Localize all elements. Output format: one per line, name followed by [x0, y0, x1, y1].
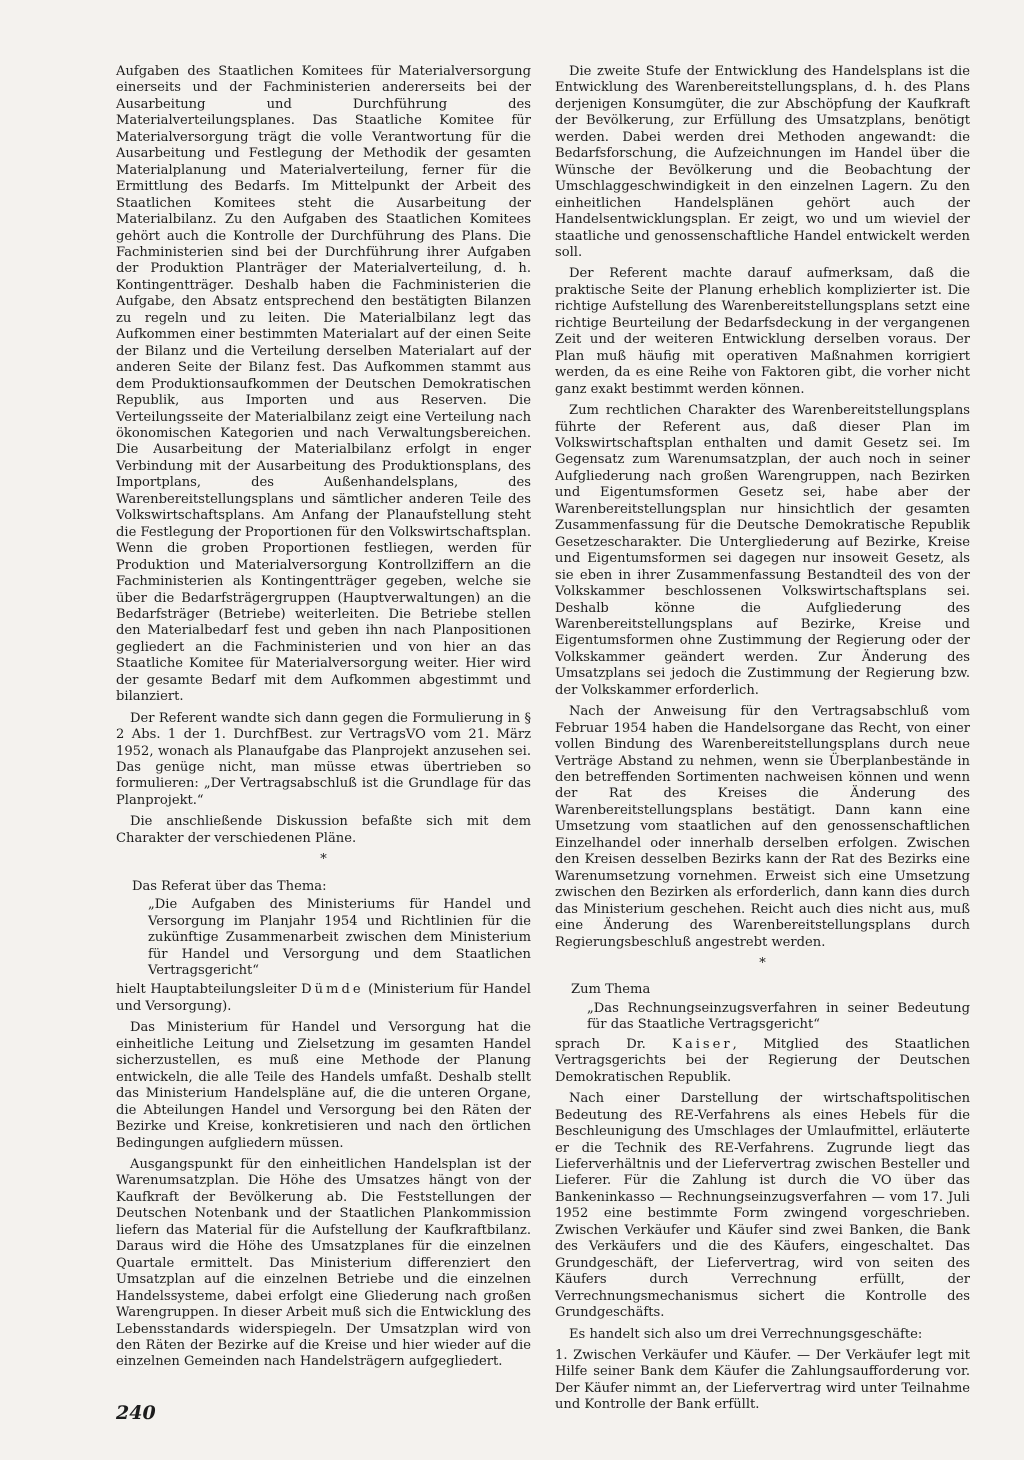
- text-span: , Mitglied des Staatlichen Vertragsgerichts bei der Regierung der Deutschen Demokratischen Republik.: [555, 1036, 970, 1085]
- text-span: (Ministerium für Handel und Versorgung).: [116, 982, 531, 1014]
- left-column: [116, 64, 531, 1376]
- paragraph: Zum Thema: [571, 982, 651, 998]
- text-span: hielt Hauptabteilungsleiter: [116, 982, 302, 998]
- paragraph: Das Referat über das Thema:: [132, 878, 327, 894]
- paragraph: Nach der Anweisung für den Vertragsabschluß vom Februar 1954 haben die Handelsorgane das Recht, von einer vollen Bindung des Warenbereitstellungsplans durch neue Verträge Abstand zu nehmen, wenn sie Überplanbestände in den betreffenden Sortimenten nachweisen können und wenn der Rat des Kreises die Änderung des Warenbereitstellungsplans bestätigt. Dann kann eine Umsetzung vom staatlichen auf den genossenschaftlichen Einzelhandel oder innerhalb derselben erfolgen. Zwischen den Kreisen desselben Bezirks kann der Rat des Bezirks eine Warenumsetzung vornehmen. Erweist sich eine Umsetzung zwischen den Bezirken als erforderlich, dann kann dies durch das Ministerium geschehen. Reicht auch dies nicht aus, muß eine Änderung des Warenbereitstellungsplans durch Regierungsbeschluß angestrebt werden.: [555, 704, 970, 950]
- speaker-name: Dümde: [301, 982, 364, 998]
- paragraph: Die anschließende Diskussion befaßte sich mit dem Charakter der verschiedenen Pläne.: [116, 814, 531, 846]
- speaker-name: Kaiser: [672, 1036, 733, 1052]
- quoted-title: „Das Rechnungseinzugsverfahren in seiner Bedeutung für das Staatliche Vertragsgericht“: [587, 1000, 970, 1033]
- right-column: [555, 64, 970, 1419]
- page-number: 240: [116, 1402, 156, 1424]
- paragraph: Die zweite Stufe der Entwicklung des Handelsplans ist die Entwicklung des Warenbereitstellungsplans, d. h. des Plans derjenigen Konsumgüter, die zur Abschöpfung der Kaufkraft der Bevölkerung, zur Erfüllung des Umsatzplans, benötigt werden. Dabei werden drei Methoden angewandt: die Bedarfsforschung, die Aufzeichnungen im Handel über die Wünsche der Bevölkerung und die Beobachtung der Umschlaggeschwindigkeit in den einzelnen Lagern. Zu den einheitlichen Handelsplänen gehört auch der Handelsentwicklungsplan. Er zeigt, wo und um wieviel der staatliche und genossenschaftliche Handel entwickelt werden soll.: [555, 64, 970, 260]
- paragraph: Zum rechtlichen Charakter des Warenbereitstellungsplans führte der Referent aus, daß dieser Plan im Volkswirtschaftsplan enthalten und damit Gesetz sei. Im Gegensatz zum Warenumsatzplan, der auch noch in seiner Aufgliederung nach großen Warengruppen, nach Bezirken und Eigentumsformen Gesetz sei, habe aber der Warenbereitstellungsplan nur hinsichtlich der gesamten Zusammenfassung für die Deutsche Demokratische Republik Gesetzescharakter. Die Untergliederung auf Bezirke, Kreise und Eigentumsformen sei dagegen nur insoweit Gesetz, als sie eben in ihrer Zusammenfassung Bestandteil des von der Volkskammer beschlossenen Volkswirtschaftsplans sei. Deshalb könne die Aufgliederung des Warenbereitstellungsplans auf Bezirke, Kreise und Eigentumsformen ohne Zustimmung der Regierung oder der Volkskammer geändert werden. Zur Änderung des Umsatzplans sei jedoch die Zustimmung der Regierung bzw. der Volkskammer erforderlich.: [555, 403, 970, 698]
- section-separator: *: [320, 852, 327, 868]
- paragraph: Ausgangspunkt für den einheitlichen Handelsplan ist der Warenumsatzplan. Die Höhe des Umsatzes hängt von der Kaufkraft der Bevölkerung ab. Die Feststellungen der Deutschen Notenbank und der Staatlichen Plankommission liefern das Material für die Aufstellung der Kaufkraftbilanz. Daraus wird die Höhe des Umsatzplanes für die einzelnen Quartale ermittelt. Das Ministerium differenziert den Umsatzplan auf die einzelnen Betriebe und die einzelnen Handelssysteme, dabei erfolgt eine Gliederung nach großen Warengruppen. In dieser Arbeit muß sich die Entwicklung des Lebensstandards widerspiegeln. Der Umsatzplan wird von den Räten der Bezirke auf die Kreise und hier wieder auf die einzelnen Gemeinden nach Handelsträgern aufgegliedert.: [116, 1157, 531, 1370]
- paragraph: [116, 982, 531, 1015]
- text-span: sprach Dr.: [555, 1036, 673, 1052]
- paragraph: Der Referent machte darauf aufmerksam, daß die praktische Seite der Planung erheblich komplizierter ist. Die richtige Aufstellung des Warenbereitstellungsplans setzt eine richtige Beurteilung der Bedarfsdeckung in der vergangenen Zeit und der weiteren Entwicklung derselben voraus. Der Plan muß häufig mit operativen Maßnahmen korrigiert werden, da es eine Reihe von Faktoren gibt, die vorher nicht ganz exakt bestimmt werden können.: [555, 266, 970, 397]
- paragraph: Der Referent wandte sich dann gegen die Formulierung in § 2 Abs. 1 der 1. DurchfBest. zur VertragsVO vom 21. März 1952, wonach als Planaufgabe das Planprojekt anzusehen sei. Das genüge nicht, man müsse etwas übertrieben so formulieren: „Der Vertragsabschluß ist die Grundlage für das Planprojekt.“: [116, 710, 531, 808]
- section-separator: *: [759, 956, 766, 972]
- paragraph: Nach einer Darstellung der wirtschaftspolitischen Bedeutung des RE-Verfahrens als eines Hebels für die Beschleunigung des Umschlages der Umlaufmittel, erläuterte er die Technik des RE-Verfahrens. Zugrunde liegt das Lieferverhältnis und der Liefervertrag zwischen Besteller und Lieferer. Für die Zahlung ist durch die VO über das Bankeninkasso — Rechnungseinzugsverfahren — vom 17. Juli 1952 eine bestimmte Form zwingend vorgeschrieben. Zwischen Verkäufer und Käufer sind zwei Banken, die Bank des Verkäufers und die des Käufers, eingeschaltet. Das Grundgeschäft, der Liefervertrag, wird von seiten des Käufers durch Verrechnung erfüllt, der Verrechnungsmechanismus sichert die Kontrolle des Grundgeschäfts.: [555, 1091, 970, 1321]
- paragraph: Aufgaben des Staatlichen Komitees für Materialversorgung einerseits und der Fachministerien andererseits bei der Ausarbeitung und Durchführung des Materialverteilungsplanes. Das Staatliche Komitee für Materialversorgung trägt die volle Verantwortung für die Ausarbeitung und Festlegung der Methodik der gesamten Materialplanung und Materialverteilung, ferner für die Ermittlung des Bedarfs. Im Mittelpunkt der Arbeit des Staatlichen Komitees steht die Ausarbeitung der Materialbilanz. Zu den Aufgaben des Staatlichen Komitees gehört auch die Kontrolle der Durchführung des Plans. Die Fachministerien sind bei der Durchführung ihrer Aufgaben der Produktion Planträger der Materialverteilung, d. h. Kontingentträger. Deshalb haben die Fachministerien die Aufgabe, den Absatz entsprechend den bestätigten Bilanzen zu regeln und zu leiten. Die Materialbilanz legt das Aufkommen einer bestimmten Materialart auf der einen Seite der Bilanz und die Verteilung derselben Materialart auf der anderen Seite der Bilanz fest. Das Aufkommen stammt aus dem Produktionsaufkommen der Deutschen Demokratischen Republik, aus Importen und aus Reserven. Die Verteilungsseite der Materialbilanz zeigt eine Verteilung nach ökonomischen Kategorien und nach Verwaltungsbereichen. Die Ausarbeitung der Materialbilanz erfolgt in enger Verbindung mit der Ausarbeitung des Produktionsplans, des Importplans, des Außenhandelsplans, des Warenbereitstellungsplans und sämtlicher anderen Teile des Volkswirtschaftsplans. Am Anfang der Planaufstellung steht die Festlegung der Proportionen für den Volkswirtschaftsplan. Wenn die groben Proportionen festliegen, werden für Produktion und Materialversorgung Kontrollziffern an die Fachministerien als Kontingentträger gegeben, welche sie über die Bedarfsträgergruppen (Hauptverwaltungen) an die Bedarfsträger (Betriebe) weiterleiten. Die Betriebe stellen den Materialbedarf fest und geben ihn nach Planpositionen gegliedert an die Fachministerien und von hier an das Staatliche Komitee für Materialversorgung weiter. Hier wird der gesamte Bedarf mit dem Aufkommen abgestimmt und bilanziert.: [116, 64, 531, 705]
- paragraph: 1. Zwischen Verkäufer und Käufer. — Der Verkäufer legt mit Hilfe seiner Bank dem Käufer die Zahlungsaufforderung vor. Der Käufer nimmt an, der Liefervertrag wird unter Teilnahme und Kontrolle der Bank erfüllt.: [555, 1347, 970, 1413]
- paragraph: [555, 1037, 970, 1086]
- quoted-title: „Die Aufgaben des Ministeriums für Handel und Versorgung im Planjahr 1954 und Richtlinien für die zukünftige Zusammenarbeit zwischen dem Ministerium für Handel und Versorgung und dem Staatlichen Vertragsgericht“: [148, 897, 531, 979]
- paragraph: Das Ministerium für Handel und Versorgung hat die einheitliche Leitung und Zielsetzung im gesamten Handel sicherzustellen, es muß eine Methode der Planung entwickeln, die alle Teile des Handels umfaßt. Deshalb stellt das Ministerium Handelspläne auf, die die unteren Organe, die Abteilungen Handel und Versorgung bei den Räten der Bezirke und Kreise, konkretisieren und nach den örtlichen Bedingungen aufgliedern müssen.: [116, 1020, 531, 1151]
- paragraph: Es handelt sich also um drei Verrechnungsgeschäfte:: [569, 1326, 923, 1342]
